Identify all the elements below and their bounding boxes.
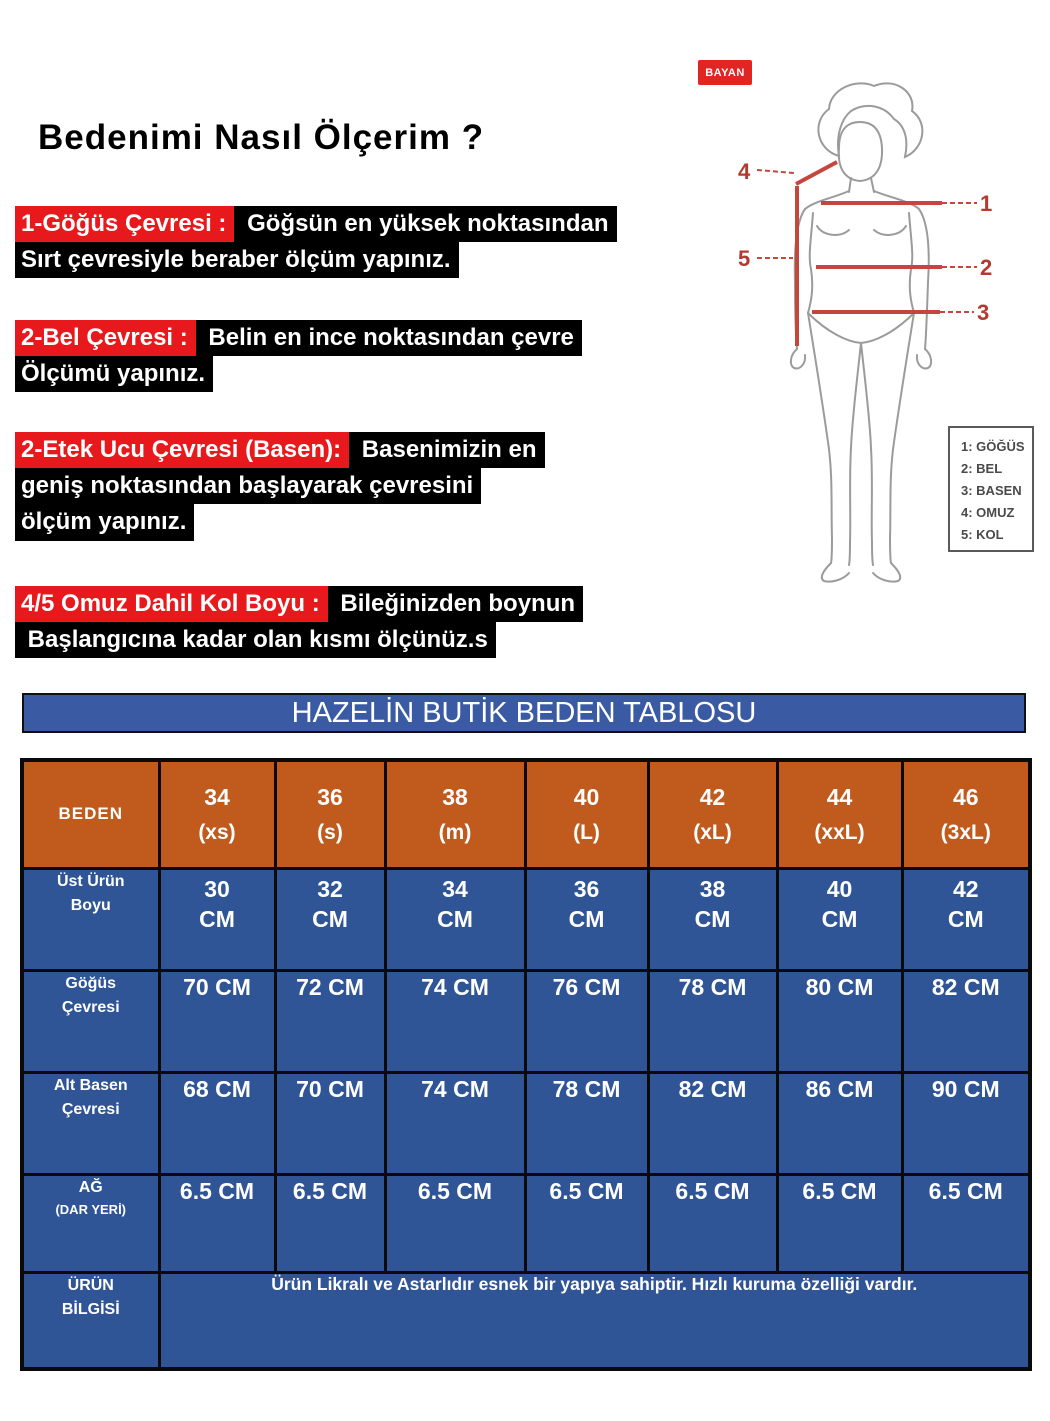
cell-unit: CM: [199, 905, 235, 932]
header-cell-size-34: [159, 760, 275, 868]
table-cell: [525, 868, 648, 970]
cell-value: 30: [204, 875, 230, 902]
instruction-label: 2-Bel Çevresi :: [15, 320, 196, 356]
row-label-line: ÜRÜN: [67, 1276, 114, 1294]
instruction-text: Sırt çevresiyle beraber ölçüm yapınız.: [15, 242, 459, 278]
cell-value: 34: [442, 875, 468, 902]
header-cell-size-38: [385, 760, 525, 868]
size-code: (m): [438, 821, 472, 845]
table-row-ust-urun-boyu: [22, 868, 1030, 970]
size-num: 42: [699, 784, 726, 811]
instruction-text: ölçüm yapınız.: [15, 504, 194, 540]
instruction-text: Göğsün en yüksek noktasından: [234, 206, 616, 242]
table-cell: 6.5 CM: [902, 1174, 1030, 1272]
size-code: (xs): [198, 821, 236, 845]
size-num: 34: [204, 784, 230, 811]
figure-legend: [948, 426, 1034, 552]
row-label-line: Göğüs: [65, 974, 117, 992]
instruction-label: 1-Göğüs Çevresi :: [15, 206, 234, 242]
table-row-header: [22, 760, 1030, 868]
header-cell-size-42: [648, 760, 777, 868]
header-cell-size-40: [525, 760, 648, 868]
table-cell: 68 CM: [159, 1072, 275, 1174]
cell-unit: CM: [821, 905, 858, 932]
table-cell: 78 CM: [648, 970, 777, 1072]
instruction-omuz-kol-boyu: [15, 586, 583, 658]
size-num: 40: [573, 784, 600, 811]
table-cell: 6.5 CM: [385, 1174, 525, 1272]
size-code: (xxL): [814, 821, 865, 845]
row-label-line: Boyu: [70, 896, 111, 914]
table-cell: 6.5 CM: [159, 1174, 275, 1272]
size-code: (L): [573, 821, 600, 845]
instruction-text: Basenimizin en: [349, 432, 544, 468]
size-code: (s): [317, 821, 343, 845]
cell-value: 40: [826, 875, 853, 902]
table-cell: 82 CM: [648, 1072, 777, 1174]
cell-unit: CM: [694, 905, 731, 932]
table-row-urun-bilgisi: [22, 1272, 1030, 1369]
row-label-line: Çevresi: [61, 1100, 120, 1118]
size-code: (3xL): [940, 821, 991, 845]
row-label-line: Çevresi: [61, 998, 120, 1016]
table-cell: 78 CM: [525, 1072, 648, 1174]
table-cell: 86 CM: [777, 1072, 902, 1174]
size-table: [20, 758, 1032, 1371]
legend-item-omuz: 4: OMUZ: [961, 505, 1015, 520]
table-cell: 72 CM: [275, 970, 385, 1072]
legend-item-bel: 2: BEL: [961, 461, 1003, 476]
table-cell: 80 CM: [777, 970, 902, 1072]
instruction-text: geniş noktasından başlayarak çevresini: [15, 468, 481, 504]
figure-number-1: 1: [980, 191, 993, 216]
header-cell-beden: BEDEN: [22, 760, 159, 868]
table-row-alt-basen-cevresi: [22, 1072, 1030, 1174]
size-num: 44: [826, 784, 853, 811]
header-cell-size-46: [902, 760, 1030, 868]
cell-unit: CM: [568, 905, 605, 932]
row-label-ag-dar-yeri: [22, 1174, 159, 1272]
row-label-alt-basen-cevresi: [22, 1072, 159, 1174]
row-label-line: AĞ: [78, 1178, 103, 1196]
table-cell: 74 CM: [385, 1072, 525, 1174]
table-row-ag-dar-yeri: [22, 1174, 1030, 1272]
legend-item-basen: 3: BASEN: [961, 483, 1022, 498]
body-measurement-figure-icon: [690, 50, 1040, 690]
row-label-ust-urun-boyu: [22, 868, 159, 970]
instruction-text: Ölçümü yapınız.: [15, 356, 213, 392]
table-cell: 90 CM: [902, 1072, 1030, 1174]
legend-item-gogus: 1: GÖĞÜS: [961, 439, 1025, 454]
table-cell: 76 CM: [525, 970, 648, 1072]
size-num: 38: [442, 784, 468, 811]
cell-unit: CM: [947, 905, 984, 932]
table-cell: 6.5 CM: [525, 1174, 648, 1272]
cell-value: 42: [952, 875, 979, 902]
instruction-text: Belin en ince noktasından çevre: [196, 320, 582, 356]
page-title: Bedenimi Nasıl Ölçerim ?: [38, 118, 485, 157]
legend-item-kol: 5: KOL: [961, 527, 1004, 542]
figure-number-2: 2: [980, 255, 993, 280]
product-info-text: Ürün Likralı ve Astarlıdır esnek bir yapıya sahiptir. Hızlı kuruma özelliği vardır.: [159, 1272, 1030, 1369]
table-cell: [385, 868, 525, 970]
size-code: (xL): [693, 821, 732, 845]
row-label-line: Alt Basen: [53, 1076, 128, 1094]
table-cell: [902, 868, 1030, 970]
table-cell: [275, 868, 385, 970]
instruction-text: Bileğinizden boynun: [328, 586, 583, 622]
table-cell: [777, 868, 902, 970]
row-label-line: (DAR YERİ): [55, 1201, 127, 1217]
table-cell: 6.5 CM: [777, 1174, 902, 1272]
table-cell: 6.5 CM: [648, 1174, 777, 1272]
instruction-text: Başlangıcına kadar olan kısmı ölçünüz.s: [15, 622, 496, 658]
table-cell: 74 CM: [385, 970, 525, 1072]
cell-value: 38: [699, 875, 726, 902]
row-label-urun-bilgisi: [22, 1272, 159, 1369]
header-cell-size-44: [777, 760, 902, 868]
size-num: 36: [317, 784, 343, 811]
row-label-line: BİLGİSİ: [61, 1300, 120, 1318]
instruction-gogus-cevresi: [15, 206, 617, 278]
instruction-etek-ucu-cevresi: [15, 432, 545, 541]
cell-value: 36: [573, 875, 600, 902]
instruction-label: 4/5 Omuz Dahil Kol Boyu :: [15, 586, 328, 622]
table-cell: [648, 868, 777, 970]
figure-number-5: 5: [738, 246, 751, 271]
cell-unit: CM: [312, 905, 348, 932]
size-table-title: HAZELİN BUTİK BEDEN TABLOSU: [22, 693, 1026, 733]
table-cell: 82 CM: [902, 970, 1030, 1072]
header-cell-size-36: [275, 760, 385, 868]
table-cell: 70 CM: [159, 970, 275, 1072]
table-cell: 70 CM: [275, 1072, 385, 1174]
figure-number-4: 4: [738, 159, 751, 184]
figure-number-3: 3: [977, 300, 990, 325]
size-num: 46: [952, 784, 979, 811]
cell-value: 32: [317, 875, 343, 902]
instruction-label: 2-Etek Ucu Çevresi (Basen):: [15, 432, 349, 468]
row-label-line: Üst Ürün: [56, 872, 125, 890]
cell-unit: CM: [437, 905, 473, 932]
table-cell: 6.5 CM: [275, 1174, 385, 1272]
table-row-gogus-cevresi: [22, 970, 1030, 1072]
table-cell: [159, 868, 275, 970]
row-label-gogus-cevresi: [22, 970, 159, 1072]
instruction-bel-cevresi: [15, 320, 582, 392]
bayan-badge: BAYAN: [698, 60, 752, 85]
